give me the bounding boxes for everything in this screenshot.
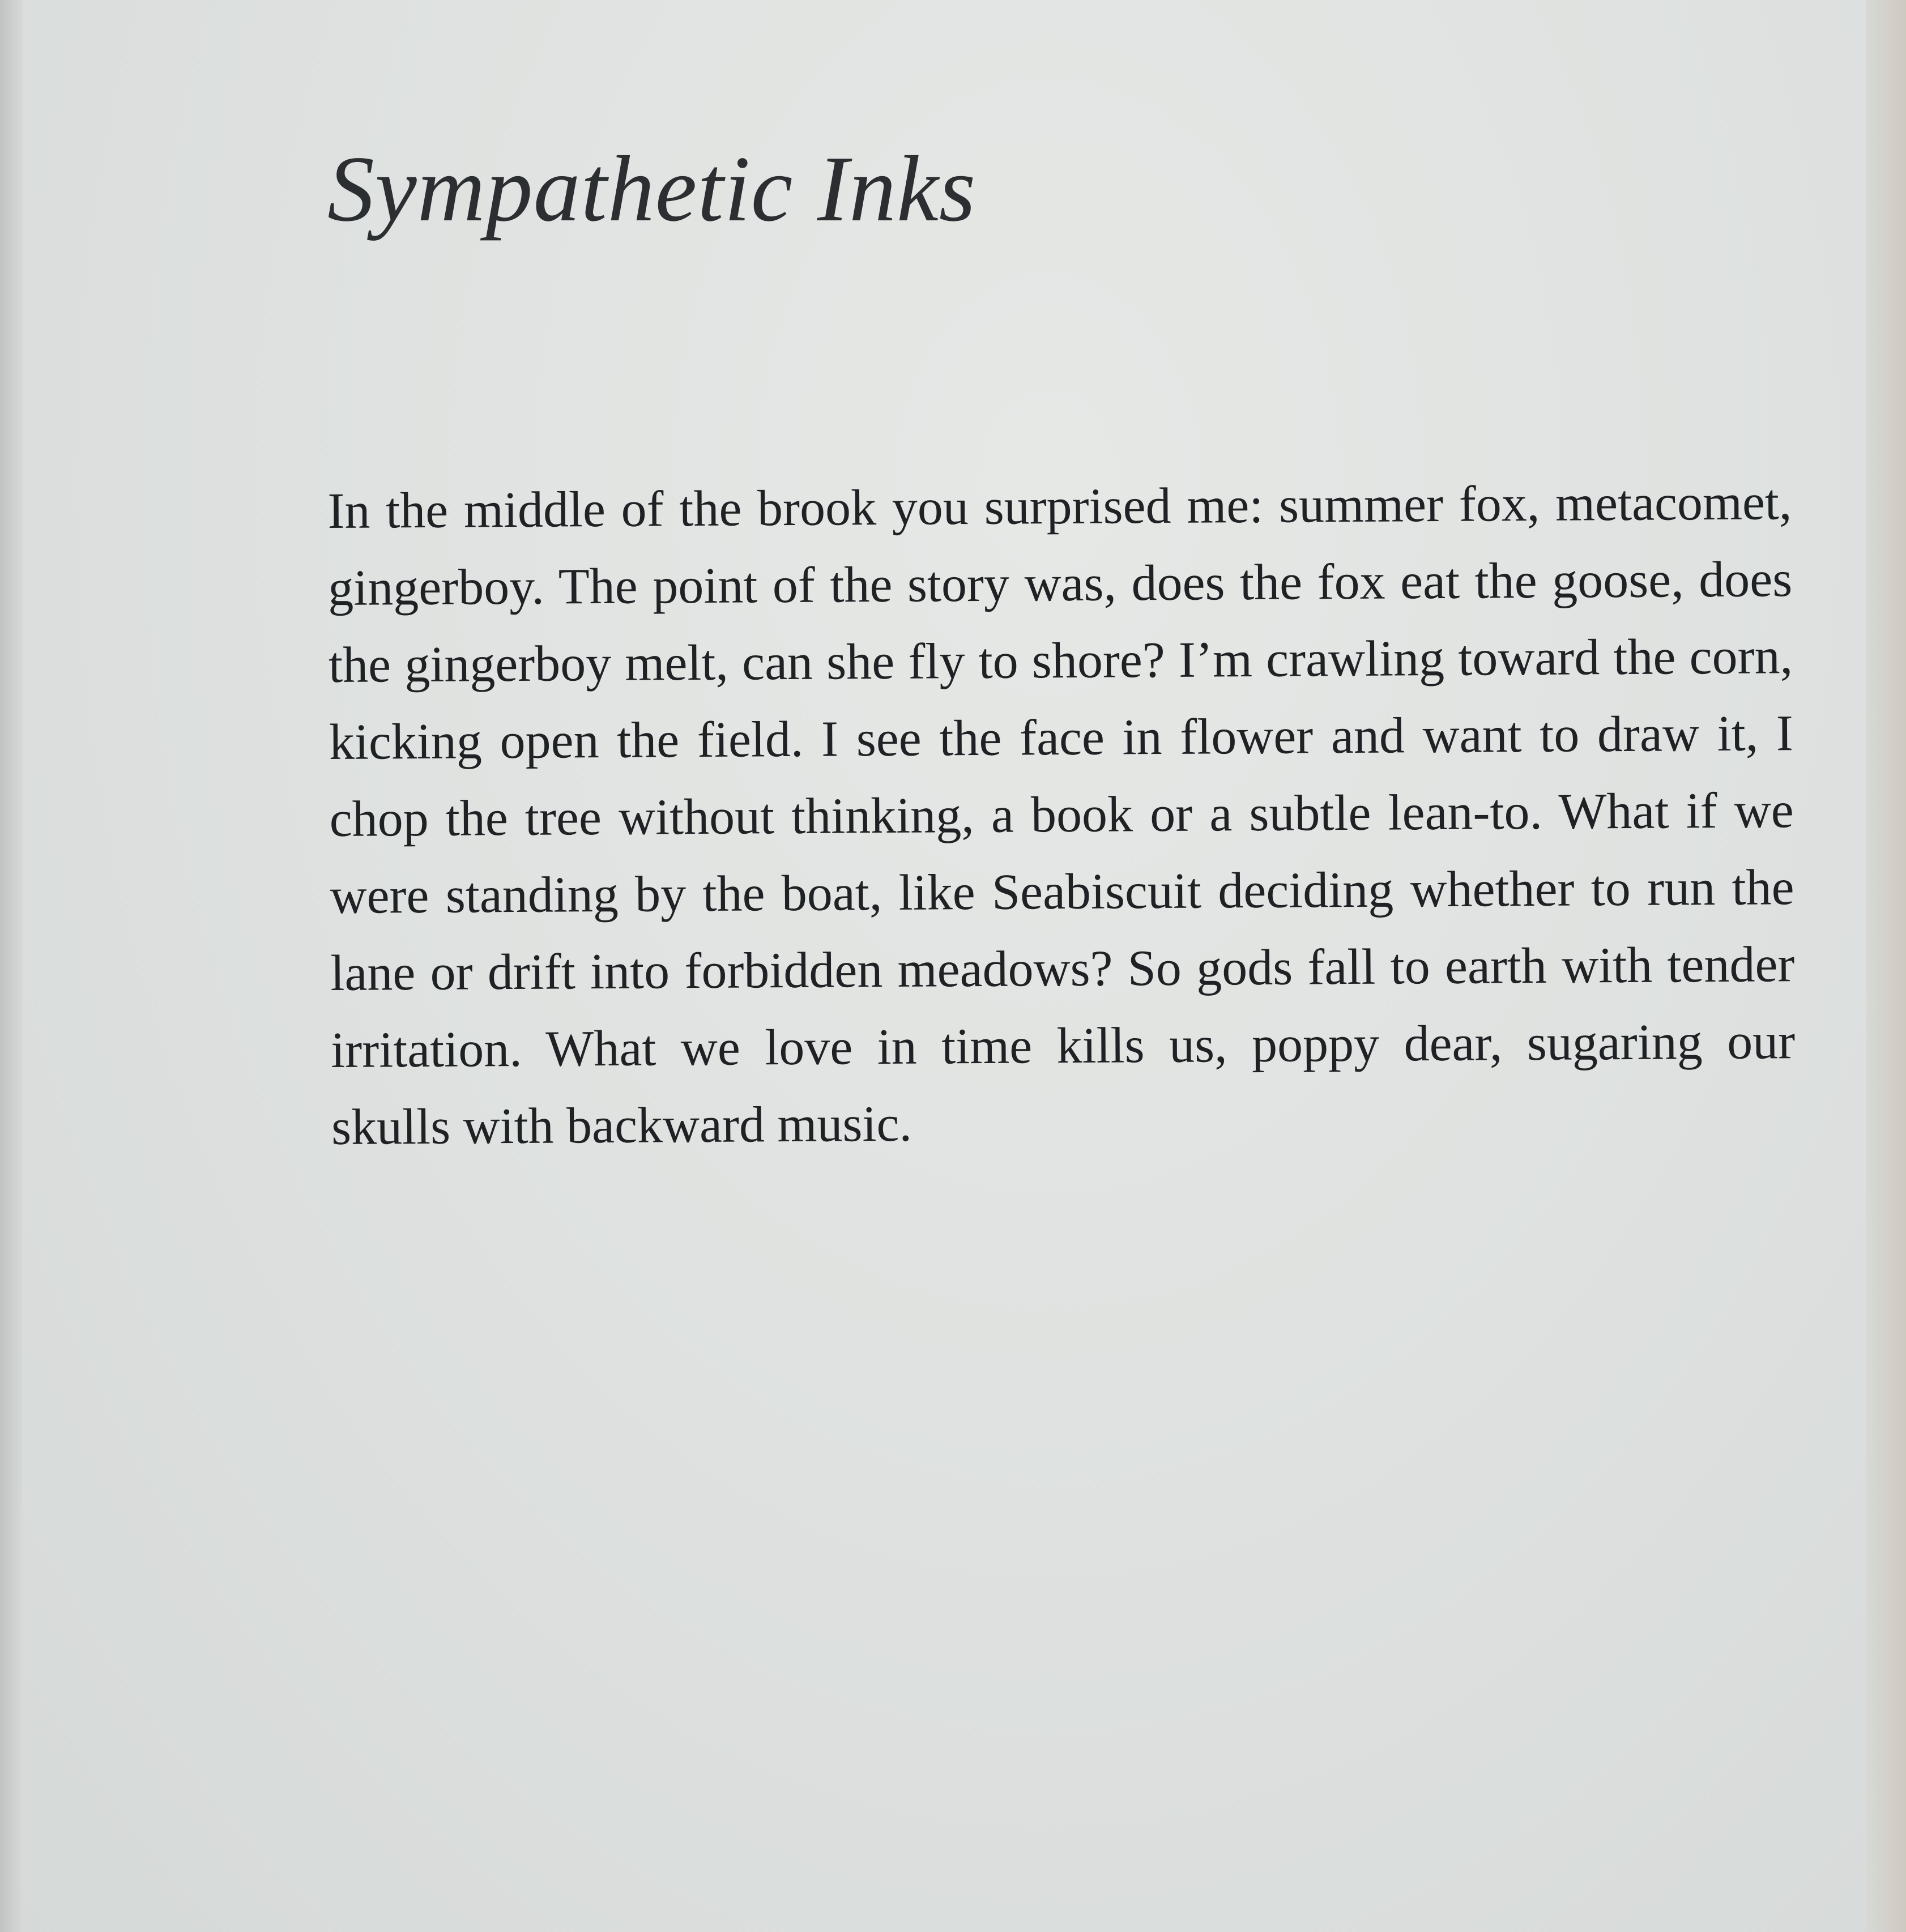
poem-body: In the middle of the brook you surprised me: summer fox, metacomet, gingerboy. The point of the story was, does the fox eat the goose, does the gingerboy melt, can she fly to shore? I’m crawling toward the corn, kicking open the field. I see the face in flower and want to draw it, I chop the tree without thinking, a book or a subtle lean-to. What if we were standing by the boat, like Seabiscuit deciding whether to run the lane or drift into forbidden meadows? So gods fall to earth with tender irritation. What we love in time kills us, poppy dear, sugaring our skulls with backward music. — [327, 474, 1796, 1155]
page-left-edge — [0, 0, 23, 1932]
poem-title: Sympathetic Inks — [327, 137, 977, 241]
page-right-edge — [1866, 0, 1906, 1932]
